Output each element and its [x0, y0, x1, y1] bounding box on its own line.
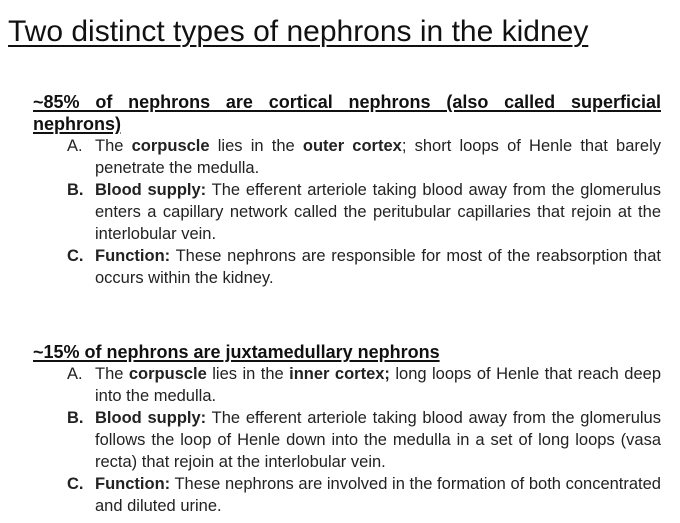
item-text: The — [95, 365, 129, 383]
item-bold-text: Function: — [95, 247, 171, 265]
item-text: These nephrons are involved in the formation of both concentrated and diluted urine. — [95, 475, 661, 515]
item-marker: B. — [67, 409, 84, 427]
item-text: long loops of Henle that reach deep into the medulla. — [95, 365, 661, 405]
list-item — [33, 179, 661, 245]
item-marker: C. — [67, 475, 84, 493]
item-marker: B. — [67, 181, 84, 199]
item-text: ; short loops of Henle that barely penetrate the medulla. — [95, 137, 661, 177]
item-text: lies in the — [209, 137, 303, 155]
list-item — [33, 135, 661, 179]
list-item — [33, 407, 661, 473]
item-marker: A. — [67, 365, 83, 383]
item-bold-text: outer cortex — [302, 137, 402, 155]
item-bold-text: Function: — [95, 475, 171, 493]
list-item — [33, 363, 661, 407]
item-bold-text: Blood supply: — [95, 181, 207, 199]
item-bold-text: corpuscle — [131, 137, 210, 155]
item-bold-text: inner cortex; — [289, 365, 390, 383]
list-item — [33, 245, 661, 289]
item-text: These nephrons are responsible for most of the reabsorption that occurs within the kidney. — [95, 247, 661, 287]
item-bold-text: corpuscle — [128, 365, 207, 383]
section-heading: ~15% of nephrons are juxtamedullary nephrons — [33, 342, 440, 362]
section-juxtamedullary-nephrons — [33, 341, 661, 517]
item-list — [33, 363, 661, 517]
item-text: The — [95, 137, 132, 155]
section-cortical-nephrons — [33, 91, 661, 289]
section-heading: ~85% of nephrons are cortical nephrons (also called superficial nephrons) — [33, 92, 661, 134]
item-text: lies in the — [206, 365, 290, 383]
item-bold-text: Blood supply: — [95, 409, 207, 427]
item-text: The efferent arteriole taking blood away from the glomerulus enters a capillary network called the peritubular capillaries that rejoin at the interlobular vein. — [95, 181, 661, 243]
page-title: Two distinct types of nephrons in the kidney — [8, 15, 589, 48]
item-text: The efferent arteriole taking blood away from the glomerulus follows the loop of Henle down into the medulla in a set of long loops (vasa recta) that rejoin at the interlobular vein. — [95, 409, 661, 471]
item-list — [33, 135, 661, 289]
item-marker: C. — [67, 247, 84, 265]
list-item — [33, 473, 661, 517]
item-marker: A. — [67, 137, 83, 155]
